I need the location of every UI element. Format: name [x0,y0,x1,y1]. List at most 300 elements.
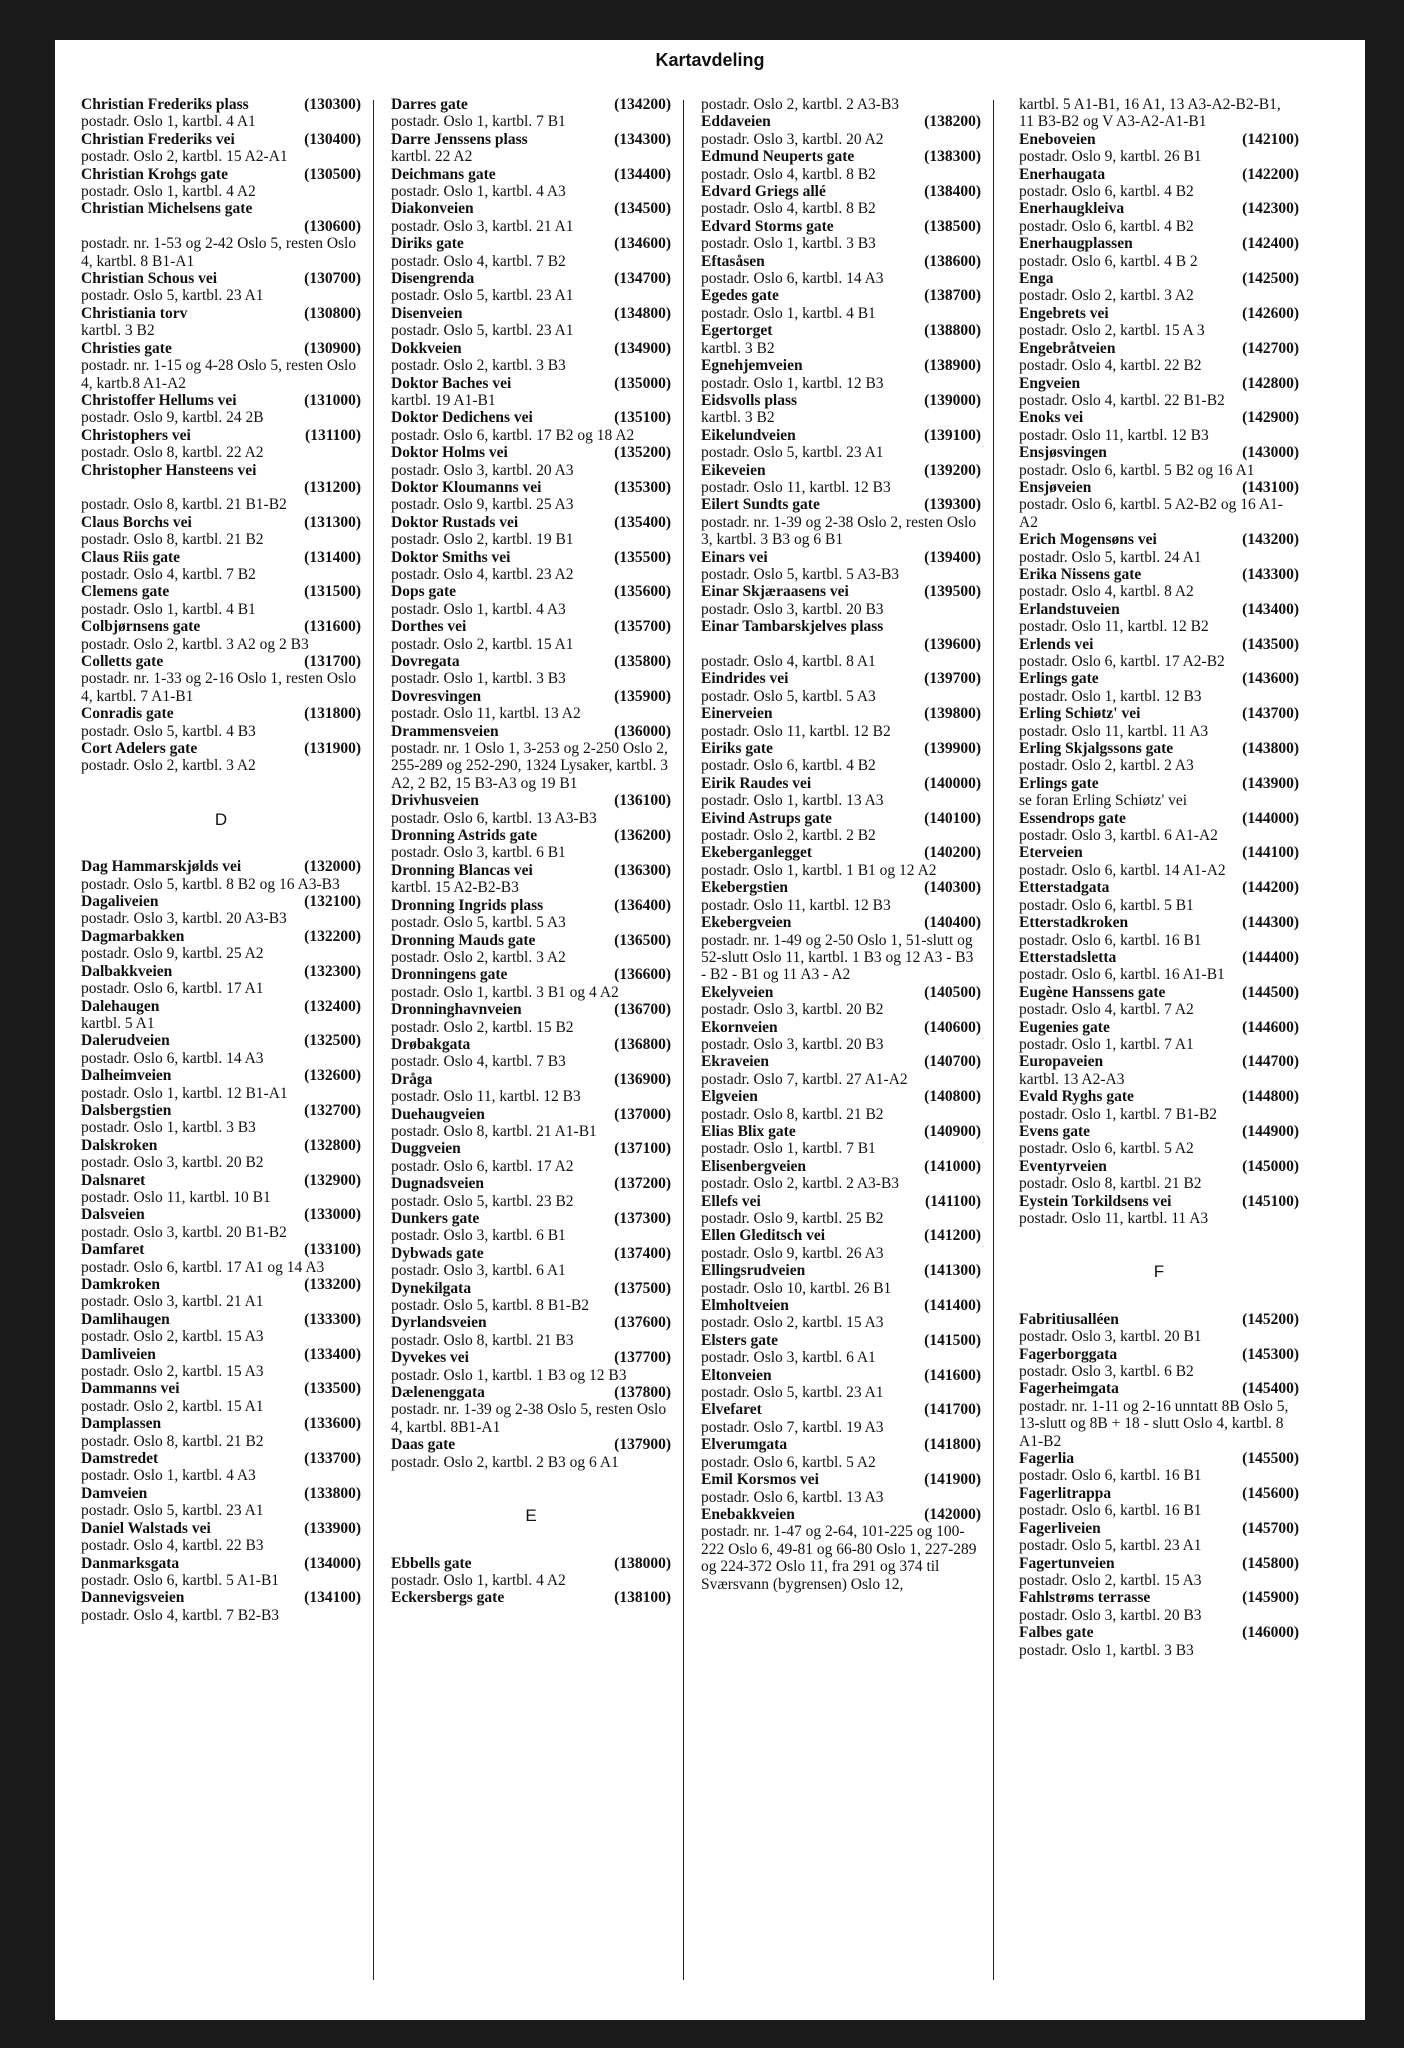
street-details: postadr. Oslo 5, kartbl. 5 A3 [701,687,876,705]
street-details: postadr. Oslo 2, kartbl. 2 A3-B3 [701,96,900,113]
street-name: Ekeberganlegget [701,844,813,862]
street-heading [701,287,981,304]
street-heading [1019,1589,1299,1606]
street-details: postadr. nr. 1-39 og 2-38 Oslo 5, resten Oslo 4, kartbl. 8B1-A1 [391,1401,667,1436]
street-details: postadr. Oslo 5, kartbl. 5 A3 [391,914,566,932]
street-entry [81,1520,361,1555]
street-entry [1019,235,1299,270]
street-heading [391,1314,671,1331]
street-heading [81,1206,361,1223]
street-heading [701,1297,981,1314]
street-code: (146000) [1242,1624,1299,1642]
street-heading [391,340,671,357]
street-heading [391,479,671,496]
street-name: Eystein Torkildsens vei [1019,1192,1172,1210]
street-entry [701,1332,981,1367]
street-details: postadr. Oslo 3, kartbl. 20 A3-B3 [81,910,287,928]
street-details: postadr. Oslo 2, kartbl. 15 A1 [391,635,574,653]
street-details: postadr. Oslo 6, kartbl. 16 B1 [1019,1502,1202,1520]
street-heading [81,1067,361,1084]
street-entry [701,322,981,357]
street-name: Ekebergstien [701,879,788,897]
street-name: Falbes gate [1019,1624,1094,1642]
street-code: (134400) [614,165,671,183]
street-name: Emil Korsmos vei [701,1471,819,1489]
street-entry [1019,1485,1299,1520]
street-name: Ebbells gate [391,1554,472,1572]
street-entry [391,653,671,688]
street-code: (136200) [614,827,671,845]
street-heading [391,966,671,983]
street-details: postadr. Oslo 7, kartbl. 19 A3 [701,1418,884,1436]
street-code: (135200) [614,444,671,462]
street-code: (133100) [304,1241,361,1259]
street-details: postadr. Oslo 1, kartbl. 7 B1 [701,1140,876,1158]
street-entry [81,392,361,427]
street-code: (137200) [614,1175,671,1193]
street-code: (139500) [924,583,981,601]
street-heading [391,305,671,322]
street-details: postadr. Oslo 5, kartbl. 4 B3 [81,722,256,740]
street-name: Dybwads gate [391,1244,484,1262]
street-code: (136300) [614,861,671,879]
street-name: Dag Hammarskjølds vei [81,858,242,876]
street-code: (137500) [614,1279,671,1297]
street-name: Christian Michelsens gate [81,200,253,218]
street-details: postadr. Oslo 4, kartbl. 8 B2 [701,200,876,218]
street-entry [1019,96,1299,131]
street-entry [391,1106,671,1141]
street-heading [81,1137,361,1154]
street-details: postadr. Oslo 6, kartbl. 17 B2 og 18 A2 [391,426,635,444]
street-entry [81,1380,361,1415]
street-name: Enerhaugplassen [1019,235,1133,253]
street-heading [1019,844,1299,861]
street-details: postadr. Oslo 5, kartbl. 8 B2 og 16 A3-B3 [81,875,340,893]
street-entry [81,1241,361,1276]
street-details: postadr. Oslo 6, kartbl. 14 A3 [81,1049,264,1067]
street-code: (139000) [924,391,981,409]
street-details: postadr. Oslo 1, kartbl. 4 B1 [81,600,256,618]
street-entry [391,1349,671,1384]
street-code: (142600) [1242,304,1299,322]
street-code: (140100) [924,809,981,827]
street-heading [81,166,361,183]
street-name: Daniel Walstads vei [81,1519,211,1537]
street-name: Claus Borchs vei [81,513,192,531]
street-code: (138800) [924,322,981,340]
street-details: postadr. Oslo 11, kartbl. 13 A2 [391,705,581,723]
street-heading [701,1436,981,1453]
street-heading [701,705,981,722]
street-name: Dynekilgata [391,1279,472,1297]
street-details: postadr. Oslo 11, kartbl. 12 B3 [701,478,891,496]
street-code: (142000) [924,1505,981,1523]
street-heading [1019,340,1299,357]
street-details: postadr. nr. 1-39 og 2-38 Oslo 2, resten Oslo 3, kartbl. 3 B3 og 6 B1 [701,513,977,549]
street-details: postadr. Oslo 2, kartbl. 15 A3 [81,1363,264,1381]
street-heading [391,583,671,600]
street-name: Enerhaugkleiva [1019,200,1125,218]
street-heading [1019,810,1299,827]
street-code: (142300) [1242,200,1299,218]
street-details: postadr. Oslo 11, kartbl. 12 B2 [1019,618,1209,636]
street-entry [391,1210,671,1245]
street-entry [391,897,671,932]
street-details: postadr. Oslo 3, kartbl. 21 A1 [391,217,574,235]
street-code: (145900) [1242,1589,1299,1607]
street-name: Ekraveien [701,1053,770,1071]
street-code: (136500) [614,931,671,949]
street-entry [391,966,671,1001]
street-entry [1019,409,1299,444]
street-name: Christiania torv [81,304,188,322]
street-details: postadr. Oslo 9, kartbl. 25 A3 [391,496,574,514]
street-name: Fabritiusalléen [1019,1310,1119,1328]
street-entry [1019,270,1299,305]
street-entry [81,96,361,131]
street-heading [1019,1380,1299,1397]
street-name: Doktor Rustads vei [391,513,519,531]
street-code: (143200) [1242,531,1299,549]
street-details: postadr. Oslo 10, kartbl. 26 B1 [701,1279,892,1297]
street-code: (135900) [614,687,671,705]
street-heading [701,1401,981,1418]
street-entry [701,879,981,914]
street-heading [391,1245,671,1262]
street-details: postadr. Oslo 2, kartbl. 15 A3 [1019,1571,1202,1589]
street-name: Elias Blix gate [701,1122,796,1140]
street-code: (140500) [924,983,981,1001]
street-name: Christian Krohgs gate [81,165,228,183]
street-details: postadr. Oslo 2, kartbl. 15 A3 [81,1328,264,1346]
street-heading [81,1520,361,1537]
street-name: Dorthes vei [391,618,467,636]
street-details: postadr. Oslo 11, kartbl. 12 B2 [701,722,891,740]
street-entry [391,792,671,827]
street-entry [81,1346,361,1381]
street-heading [81,392,361,409]
street-code: (144900) [1242,1122,1299,1140]
street-name: Eugenies gate [1019,1018,1110,1036]
street-name: Eterveien [1019,844,1083,862]
street-code: (134100) [304,1589,361,1607]
street-entry [391,827,671,862]
street-details: postadr. Oslo 1, kartbl. 7 B1-B2 [1019,1105,1218,1123]
street-code: (141500) [924,1331,981,1349]
street-name: Dronning Blancas vei [391,861,533,879]
street-entry [701,496,981,548]
street-name: Damplassen [81,1415,162,1433]
street-heading [391,723,671,740]
street-name: Dunkers gate [391,1210,480,1227]
street-code: (144500) [1242,983,1299,1001]
street-code: (137600) [614,1314,671,1332]
street-code: (132900) [304,1171,361,1189]
street-heading [1019,740,1299,757]
street-heading [701,844,981,861]
street-heading [701,1227,981,1244]
street-heading [1019,1450,1299,1467]
street-entry [391,340,671,375]
street-entry [391,235,671,270]
street-code: (141700) [924,1401,981,1419]
street-details: postadr. Oslo 6, kartbl. 17 A1 og 14 A3 [81,1258,325,1276]
street-name: Eidsvolls plass [701,391,798,409]
street-details: postadr. Oslo 6, kartbl. 5 A2-B2 og 16 A1-A2 [1019,496,1283,531]
street-name: Drammensveien [391,722,499,740]
street-code: (130500) [304,165,361,183]
street-heading [701,253,981,270]
street-heading [391,1175,671,1192]
street-heading [81,893,361,910]
street-entry [81,270,361,305]
street-name: Disenveien [391,304,463,322]
street-heading [1019,949,1299,966]
street-name: Elisenbergveien [701,1157,807,1175]
street-details: postadr. Oslo 2, kartbl. 3 A2 [81,757,256,775]
street-code: (141200) [924,1227,981,1245]
street-code: (138900) [924,357,981,375]
street-details: postadr. Oslo 4, kartbl. 7 A2 [1019,1001,1194,1019]
street-entry [81,462,361,514]
street-code: (132700) [304,1101,361,1119]
street-code: (144100) [1242,844,1299,862]
street-code: (140200) [924,844,981,862]
street-heading [1019,1624,1299,1641]
street-details: postadr. Oslo 2, kartbl. 2 A3 [1019,757,1194,775]
street-heading [391,653,671,670]
street-code: (131200) [304,478,361,496]
street-heading [81,963,361,980]
street-name: Enoks vei [1019,409,1084,427]
street-code: (142400) [1242,235,1299,253]
street-code: (139100) [924,426,981,444]
street-details: postadr. Oslo 5, kartbl. 23 A1 [701,1384,884,1402]
street-name: Doktor Smiths vei [391,548,511,566]
street-entry [701,1019,981,1054]
street-name: Edvard Griegs allé [701,183,826,201]
street-entry [701,253,981,288]
street-code: (133900) [304,1519,361,1537]
street-heading [81,1032,361,1049]
street-code: (137300) [614,1210,671,1227]
street-heading [701,1367,981,1384]
street-name: Elverumgata [701,1436,788,1454]
street-entry [391,1140,671,1175]
street-details: postadr. Oslo 8, kartbl. 21 B2 [81,531,264,549]
section-letter: D [214,809,228,829]
street-code: (133300) [304,1310,361,1328]
street-entry [701,914,981,984]
street-code: (130700) [304,270,361,288]
street-heading [1019,444,1299,461]
street-heading [1019,1158,1299,1175]
street-details: postadr. Oslo 6, kartbl. 4 B 2 [1019,252,1198,270]
directory-page [55,40,1365,2020]
street-code: (140400) [924,914,981,932]
street-name: Deichmans gate [391,165,496,183]
street-name: Fagerliveien [1019,1519,1101,1537]
street-heading [391,1001,671,1018]
street-code: (142900) [1242,409,1299,427]
street-details: postadr. Oslo 8, kartbl. 21 B2 [81,1432,264,1450]
street-details: postadr. Oslo 1, kartbl. 1 B3 og 12 B3 [391,1366,627,1384]
street-heading [1019,1485,1299,1502]
street-name: Enebakkveien [701,1505,795,1523]
street-heading [391,409,671,426]
street-entry [391,131,671,166]
street-details: postadr. Oslo 1, kartbl. 1 B1 og 12 A2 [701,861,937,879]
street-entry [391,1555,671,1590]
street-code: (144600) [1242,1018,1299,1036]
street-name: Dronningens gate [391,966,508,984]
street-entry [81,200,361,270]
street-heading [701,1193,981,1210]
street-heading [81,1380,361,1397]
street-details: postadr. Oslo 11, kartbl. 11 A3 [1019,1210,1209,1227]
street-heading [701,670,981,687]
street-code: (141300) [924,1262,981,1280]
street-code: (134800) [614,304,671,322]
street-details: postadr. Oslo 2, kartbl. 3 B3 [391,357,566,375]
street-code: (143400) [1242,600,1299,618]
street-heading [701,1019,981,1036]
street-heading [81,653,361,670]
street-details: postadr. Oslo 6, kartbl. 4 B2 [701,757,876,775]
street-details: postadr. nr. 1-15 og 4-28 Oslo 5, resten Oslo 4, kartb.8 A1-A2 [81,357,357,392]
street-code: (133500) [304,1380,361,1398]
street-details: postadr. Oslo 6, kartbl. 4 B2 [1019,217,1194,235]
street-code: (135100) [614,409,671,427]
street-heading [391,1071,671,1088]
street-entry [701,1506,981,1593]
street-code: (132600) [304,1067,361,1085]
street-entry [1019,340,1299,375]
street-heading [1019,409,1299,426]
street-code: (137900) [614,1436,671,1454]
street-heading [701,618,981,635]
street-name: Erich Mogensøns vei [1019,531,1157,549]
street-details: postadr. Oslo 1, kartbl. 3 B1 og 4 A2 [391,983,619,1001]
street-entry [81,1276,361,1311]
street-name: Eddaveien [701,113,771,131]
street-heading [701,1471,981,1488]
street-code: (134700) [614,270,671,288]
street-code: (139700) [924,670,981,688]
street-entry [391,1245,671,1280]
street-heading [81,928,361,945]
street-heading [391,792,671,809]
column-divider [683,100,684,1980]
street-code: (139900) [924,740,981,758]
street-name: Einar Skjæraasens vei [701,583,849,601]
street-code: (141000) [924,1157,981,1175]
street-heading [1019,305,1299,322]
street-name: Damveien [81,1484,148,1502]
street-details: postadr. Oslo 6, kartbl. 5 A2 [701,1453,876,1471]
street-code: (138000) [614,1554,671,1572]
street-details: postadr. Oslo 7, kartbl. 27 A1-A2 [701,1070,908,1088]
street-heading [391,932,671,949]
street-details: postadr. Oslo 4, kartbl. 23 A2 [391,565,574,583]
street-name: Erlings gate [1019,670,1099,688]
street-name: Christian Schous vei [81,270,218,288]
street-heading [701,183,981,200]
street-heading [701,148,981,165]
street-details: postadr. Oslo 6, kartbl. 4 B2 [1019,183,1194,201]
street-code: (131400) [304,548,361,566]
street-code: (145500) [1242,1450,1299,1468]
street-entry [81,1450,361,1485]
street-heading [1019,375,1299,392]
street-heading [701,984,981,1001]
street-entry [701,148,981,183]
section-letter: F [1153,1262,1165,1282]
street-details: postadr. Oslo 3, kartbl. 20 B3 [701,1035,884,1053]
street-heading [391,514,671,531]
street-entry [391,479,671,514]
street-details: postadr. Oslo 3, kartbl. 6 A1 [701,1349,876,1367]
street-name: Eltonveien [701,1366,772,1384]
street-details: postadr. nr. 1 Oslo 1, 3-253 og 2-250 Oslo 2, 255-289 og 252-290, 1324 Lysaker, kartbl. 3 A2, 2 B2, 15 B3-A3 og 19 B1 [391,740,669,792]
street-name: Dokkveien [391,339,462,357]
street-entry [81,514,361,549]
street-entry [701,549,981,584]
street-details: kartbl. 3 B2 [81,322,155,340]
street-entry [81,1102,361,1137]
street-details: postadr. Oslo 5, kartbl. 23 A1 [391,287,574,305]
street-code: (130800) [304,304,361,322]
street-name: Eckersbergs gate [391,1589,505,1607]
street-code: (136700) [614,1001,671,1019]
street-entry [1019,1380,1299,1450]
street-entry [1019,479,1299,531]
street-entry [701,287,981,322]
street-entry [701,1227,981,1262]
street-code: (133200) [304,1276,361,1293]
street-name: Elsters gate [701,1331,779,1349]
street-name: Erling Skjalgssons gate [1019,740,1174,758]
street-details: kartbl. 3 B2 [701,409,775,427]
street-heading [391,131,671,148]
street-details: postadr. Oslo 1, kartbl. 4 B1 [701,304,876,322]
street-code: (138500) [924,217,981,235]
street-code: (140600) [924,1018,981,1036]
street-details: postadr. Oslo 8, kartbl. 21 B3 [391,1331,574,1349]
street-entry [81,963,361,998]
street-details: postadr. Oslo 8, kartbl. 21 B2 [1019,1175,1202,1193]
street-entry [1019,1053,1299,1088]
street-heading [1019,131,1299,148]
street-name: Darre Jenssens plass [391,130,528,148]
street-entry [1019,914,1299,949]
street-name: Etterstadkroken [1019,914,1129,932]
street-code: (142700) [1242,339,1299,357]
street-details: postadr. Oslo 2, kartbl. 3 A2 [1019,287,1194,305]
street-name: Dalsnaret [81,1171,146,1189]
street-details: postadr. Oslo 4, kartbl. 7 B2 [81,565,256,583]
street-heading [81,1415,361,1432]
street-entry [701,1193,981,1228]
street-name: Dronning Mauds gate [391,931,536,949]
street-heading [81,200,361,217]
street-name: Doktor Dedichens vei [391,409,533,427]
column-1 [81,96,361,1624]
street-name: Egertorget [701,322,773,340]
street-code: (131500) [304,583,361,601]
street-code: (134900) [614,339,671,357]
